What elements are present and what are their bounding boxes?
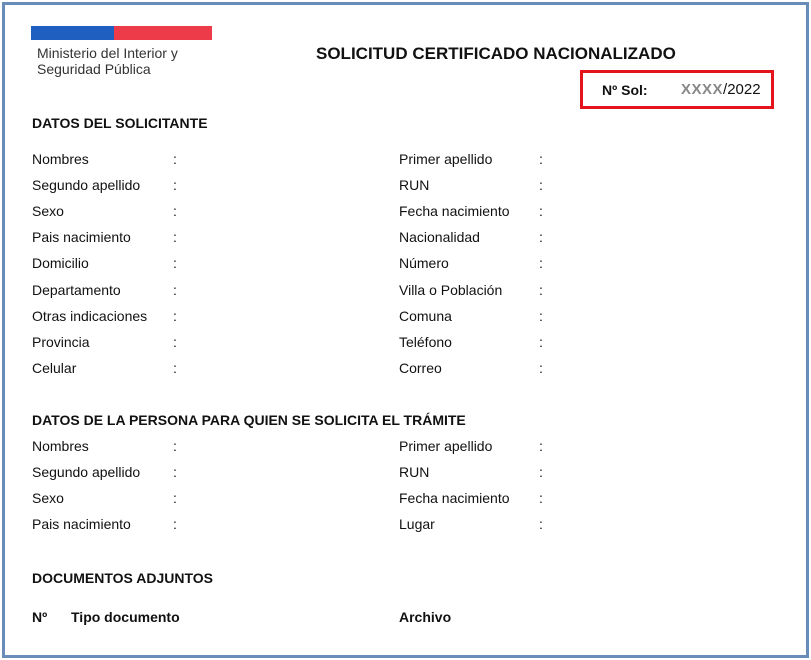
field-separator: : [173,281,177,298]
field-separator: : [539,203,543,220]
request-number-label: Nº Sol: [602,81,648,98]
field-separator: : [539,438,543,454]
request-number-box [580,70,774,109]
section-title-persona: DATOS DE LA PERSONA PARA QUIEN SE SOLICITA EL TRÁMITE [32,412,466,428]
section-title-solicitante: DATOS DEL SOLICITANTE [32,115,208,131]
ministry-line-1: Ministerio del Interior y [37,45,178,61]
form-row [32,360,772,380]
form-row [32,203,772,223]
field-separator: : [539,490,543,506]
brand-bar-red [114,26,212,40]
field-label: Otras indicaciones [32,307,148,324]
field-label: Correo [399,359,442,376]
field-separator: : [539,177,543,194]
field-separator: : [539,281,543,298]
field-separator: : [173,438,177,454]
form-row [32,282,772,302]
field-label: RUN [399,177,430,194]
field-separator: : [173,229,177,246]
field-label: Nombres [32,438,89,454]
form-row [32,516,772,536]
field-label: Nacionalidad [399,229,480,246]
field-separator: : [173,177,177,194]
field-label: Primer apellido [399,438,493,454]
field-separator: : [173,307,177,324]
form-row [32,334,772,354]
field-label: RUN [399,464,430,480]
form-row [32,151,772,171]
field-label: Primer apellido [399,151,493,167]
documents-col-file: Archivo [399,609,452,625]
field-label: Segundo apellido [32,177,141,194]
form-row [32,255,772,275]
field-separator: : [539,359,543,376]
field-label: Fecha nacimiento [399,490,510,506]
field-label: Nombres [32,151,89,167]
document-title: SOLICITUD CERTIFICADO NACIONALIZADO [316,44,676,63]
request-number-placeholder: XXXX [681,81,724,98]
form-row [32,229,772,249]
field-label: Domicilio [32,255,89,272]
ministry-name [37,45,178,77]
brand-color-bar [31,26,212,40]
field-separator: : [539,151,543,167]
field-label: Sexo [32,203,64,220]
form-row [32,308,772,328]
field-separator: : [173,151,177,167]
documents-col-type: Tipo documento [71,609,180,625]
field-separator: : [173,490,177,506]
field-separator: : [539,516,543,532]
field-label: Departamento [32,281,121,298]
field-separator: : [173,203,177,220]
field-label: Celular [32,359,77,376]
form-row [32,438,772,458]
field-label: Pais nacimiento [32,516,131,532]
field-label: Lugar [399,516,435,532]
field-separator: : [173,359,177,376]
field-label: Pais nacimiento [32,229,131,246]
field-separator: : [173,464,177,480]
field-label: Segundo apellido [32,464,141,480]
form-row [32,177,772,197]
field-separator: : [539,255,543,272]
field-label: Sexo [32,490,64,506]
field-label: Teléfono [399,333,452,350]
field-separator: : [539,464,543,480]
form-row [32,464,772,484]
field-label: Fecha nacimiento [399,203,510,220]
field-separator: : [539,307,543,324]
field-label: Provincia [32,333,90,350]
field-separator: : [173,333,177,350]
field-label: Villa o Población [399,281,503,298]
documents-col-number: Nº [32,609,48,625]
section-title-documentos: DOCUMENTOS ADJUNTOS [32,570,213,586]
field-separator: : [173,516,177,532]
form-row [32,490,772,510]
request-number-year: /2022 [723,81,761,98]
field-separator: : [539,229,543,246]
field-label: Número [399,255,449,272]
field-label: Comuna [399,307,452,324]
field-separator: : [173,255,177,272]
request-number-value [681,81,761,98]
field-separator: : [539,333,543,350]
brand-bar-blue [31,26,114,40]
ministry-line-2: Seguridad Pública [37,61,151,77]
